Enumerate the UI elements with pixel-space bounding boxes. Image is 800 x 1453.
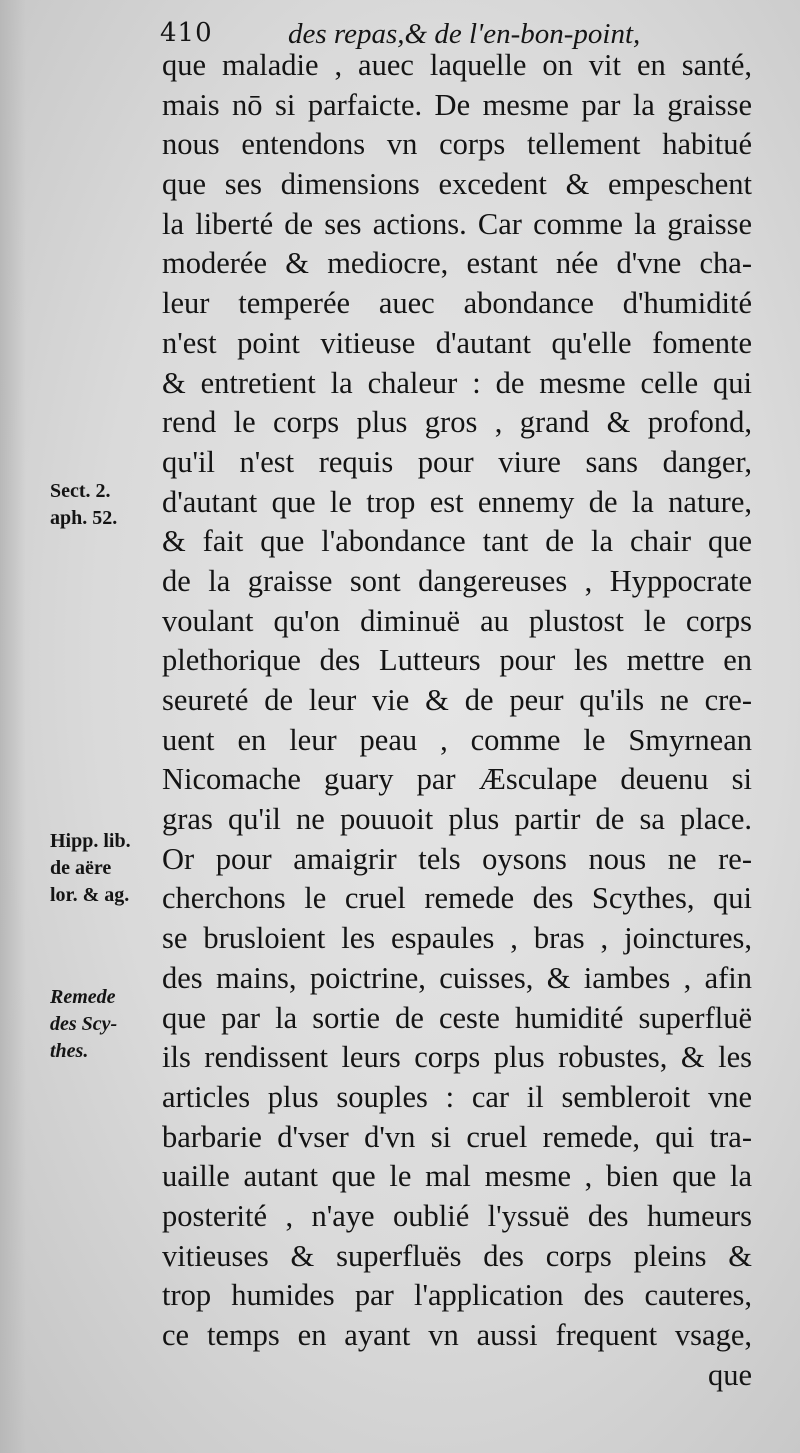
text-line: posterité , n'aye oublié l'yssuë des humeurs bbox=[162, 1198, 752, 1233]
page-number: 410 bbox=[160, 18, 213, 48]
text-line: n'est point vitieuse d'autant qu'elle fomente bbox=[162, 325, 752, 360]
text-line: moderée & mediocre, estant née d'vne cha- bbox=[162, 246, 752, 281]
marginal-note-aphorism bbox=[50, 478, 162, 532]
text-line: & entretient la chaleur : de mesme celle qui bbox=[162, 365, 752, 400]
text-line: cherchons le cruel remede des Scythes, qui bbox=[162, 881, 752, 916]
marginal-note-line: Sect. 2. bbox=[50, 480, 111, 502]
text-line: barbarie d'vser d'vn si cruel remede, qui tra- bbox=[162, 1119, 752, 1154]
text-line: voulant qu'on diminuë au plustost le corps bbox=[162, 603, 752, 638]
text-line: mais nō si parfaicte. De mesme par la graisse bbox=[162, 87, 752, 122]
text-line: uent en leur peau , comme le Smyrnean bbox=[162, 722, 752, 757]
text-line: que ses dimensions excedent & empeschent bbox=[162, 167, 752, 202]
text-line: seureté de leur vie & de peur qu'ils ne cre- bbox=[162, 683, 752, 717]
text-line: nous entendons vn corps tellement habitué bbox=[162, 127, 752, 162]
marginal-note-scythes bbox=[50, 984, 162, 1065]
text-line: ils rendissent leurs corps plus robustes, & les bbox=[162, 1040, 752, 1075]
text-line: plethorique des Lutteurs pour les mettre en bbox=[162, 643, 752, 678]
marginal-note-line: thes. bbox=[50, 1040, 89, 1062]
marginal-note-line: lor. & ag. bbox=[50, 884, 130, 906]
marginal-note-line: de aëre bbox=[50, 857, 112, 879]
marginal-note-line: Remede bbox=[50, 986, 116, 1008]
text-line: que maladie , auec laquelle on vit en santé, bbox=[162, 48, 752, 82]
text-line: & fait que l'abondance tant de la chair que bbox=[162, 524, 752, 559]
text-line: qu'il n'est requis pour viure sans danger, bbox=[162, 444, 752, 479]
body-text bbox=[162, 46, 752, 1395]
text-line: rend le corps plus gros , grand & profond, bbox=[162, 405, 752, 440]
text-line: Or pour amaigrir tels oysons nous ne re- bbox=[162, 841, 752, 876]
gutter-shadow bbox=[0, 0, 26, 1453]
text-line: d'autant que le trop est ennemy de la nature, bbox=[162, 484, 752, 519]
text-line: se brusloient les espaules , bras , joinctures, bbox=[162, 921, 752, 956]
marginal-note-line: des Scy- bbox=[50, 1013, 118, 1035]
text-line: ce temps en ayant vn aussi frequent vsage, bbox=[162, 1318, 752, 1352]
marginal-note-line: Hipp. lib. bbox=[50, 830, 131, 852]
running-head: des repas,& de l'en-bon-point, bbox=[288, 18, 641, 50]
marginal-note-line: aph. 52. bbox=[50, 507, 118, 529]
text-line: que par la sortie de ceste humidité superfluë bbox=[162, 1000, 752, 1035]
catchword: que bbox=[707, 1357, 752, 1392]
text-line: trop humides par l'application des cauteres, bbox=[162, 1278, 752, 1313]
text-line: vitieuses & superfluës des corps pleins & bbox=[162, 1238, 752, 1273]
text-line: gras qu'il ne pouuoit plus partir de sa place. bbox=[162, 802, 752, 837]
text-line: la liberté de ses actions. Car comme la graisse bbox=[162, 206, 752, 241]
text-line: leur temperée auec abondance d'humidité bbox=[162, 286, 752, 321]
text-line: uaille autant que le mal mesme , bien que la bbox=[162, 1159, 752, 1194]
text-line: de la graisse sont dangereuses , Hyppocrate bbox=[162, 563, 752, 598]
marginal-note-hippocrates bbox=[50, 828, 162, 909]
text-line: articles plus souples : car il sembleroit vne bbox=[162, 1079, 752, 1114]
text-line: Nicomache guary par Æsculape deuenu si bbox=[162, 762, 752, 797]
text-line: des mains, poictrine, cuisses, & iambes , afin bbox=[162, 960, 752, 995]
